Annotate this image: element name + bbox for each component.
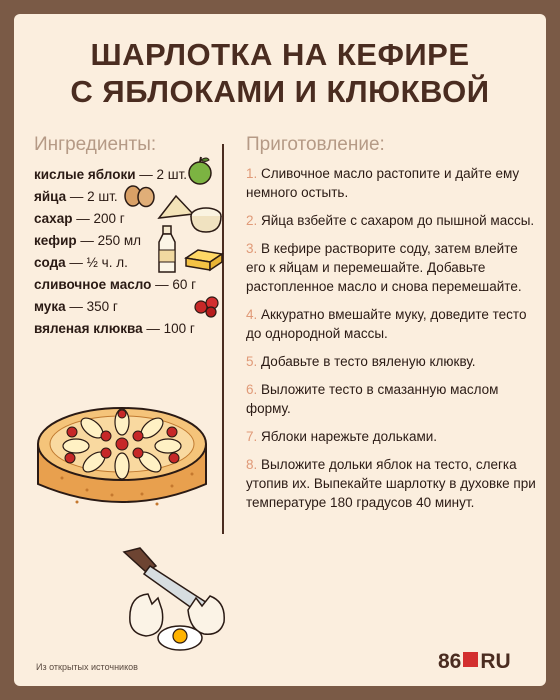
step-number: 6. bbox=[246, 382, 258, 397]
logo-dot-icon bbox=[463, 652, 478, 667]
flour-bowl-icon bbox=[186, 200, 226, 234]
step-text: Яблоки нарежьте дольками. bbox=[257, 429, 438, 444]
ingredient-name: сахар bbox=[34, 211, 73, 226]
step-item bbox=[246, 380, 536, 418]
cranberry-icon bbox=[192, 292, 222, 318]
step-item bbox=[246, 164, 536, 202]
charlotte-cake-icon bbox=[32, 392, 212, 522]
step-number: 3. bbox=[246, 241, 258, 256]
step-text: В кефире растворите соду, затем влейте его к яйцам и перемешайте. Добавьте растопленное масло и снова перемешайте. bbox=[246, 241, 522, 294]
step-item bbox=[246, 239, 536, 296]
site-logo[interactable] bbox=[438, 650, 511, 672]
preparation-heading: Приготовление: bbox=[246, 134, 385, 155]
ingredient-name: сода bbox=[34, 255, 66, 270]
apple-icon bbox=[184, 154, 216, 186]
preparation-steps bbox=[246, 164, 536, 521]
step-item bbox=[246, 352, 536, 371]
step-item bbox=[246, 211, 536, 230]
step-item bbox=[246, 305, 536, 343]
kefir-bottle-icon bbox=[154, 224, 180, 276]
ingredient-qty: — 250 мл bbox=[76, 233, 142, 248]
ingredient-qty: — 350 г bbox=[65, 299, 118, 314]
ingredient-name: кефир bbox=[34, 233, 77, 248]
title-line-1: ШАРЛОТКА НА КЕФИРЕ bbox=[90, 37, 470, 72]
step-number: 8. bbox=[246, 457, 258, 472]
step-item bbox=[246, 455, 536, 512]
eggs-icon bbox=[122, 182, 156, 208]
step-number: 2. bbox=[246, 213, 258, 228]
step-number: 5. bbox=[246, 354, 258, 369]
step-item bbox=[246, 427, 536, 446]
source-caption: Из открытых источников bbox=[36, 662, 138, 672]
cracked-egg-icon bbox=[122, 570, 232, 656]
ingredient-qty: — ½ ч. л. bbox=[65, 255, 128, 270]
ingredient-name: вяленая клюква bbox=[34, 321, 143, 336]
step-number: 4. bbox=[246, 307, 258, 322]
title-line-2: С ЯБЛОКАМИ И КЛЮКВОЙ bbox=[70, 74, 490, 109]
step-text: Аккуратно вмешайте муку, доведите тесто до однородной массы. bbox=[246, 307, 527, 341]
ingredient-qty: — 100 г bbox=[142, 321, 195, 336]
recipe-card bbox=[14, 14, 546, 686]
step-text: Выложите тесто в смазанную маслом форму. bbox=[246, 382, 499, 416]
logo-number: 86 bbox=[438, 650, 462, 673]
step-number: 1. bbox=[246, 166, 258, 181]
step-text: Добавьте в тесто вяленую клюкву. bbox=[257, 354, 476, 369]
ingredient-name: сливочное масло bbox=[34, 277, 152, 292]
page-title bbox=[14, 36, 546, 110]
ingredient-qty: — 60 г bbox=[151, 277, 197, 292]
ingredient-name: кислые яблоки bbox=[34, 167, 136, 182]
logo-suffix: RU bbox=[480, 650, 511, 673]
ingredient-qty: — 2 шт. bbox=[135, 167, 188, 182]
step-text: Сливочное масло растопите и дайте ему немного остыть. bbox=[246, 166, 520, 200]
step-number: 7. bbox=[246, 429, 258, 444]
ingredients-heading: Ингредиенты: bbox=[34, 134, 157, 155]
ingredient-name: яйца bbox=[34, 189, 67, 204]
ingredient-name: мука bbox=[34, 299, 66, 314]
ingredient-qty: — 2 шт. bbox=[66, 189, 118, 204]
step-text: Яйца взбейте с сахаром до пышной массы. bbox=[257, 213, 535, 228]
ingredient-item bbox=[34, 318, 234, 340]
ingredient-qty: — 200 г bbox=[72, 211, 125, 226]
step-text: Выложите дольки яблок на тесто, слегка утопив их. Выпекайте шарлотку в духовке при температуре 180 градусов 40 минут. bbox=[246, 457, 536, 510]
butter-icon bbox=[182, 240, 226, 272]
